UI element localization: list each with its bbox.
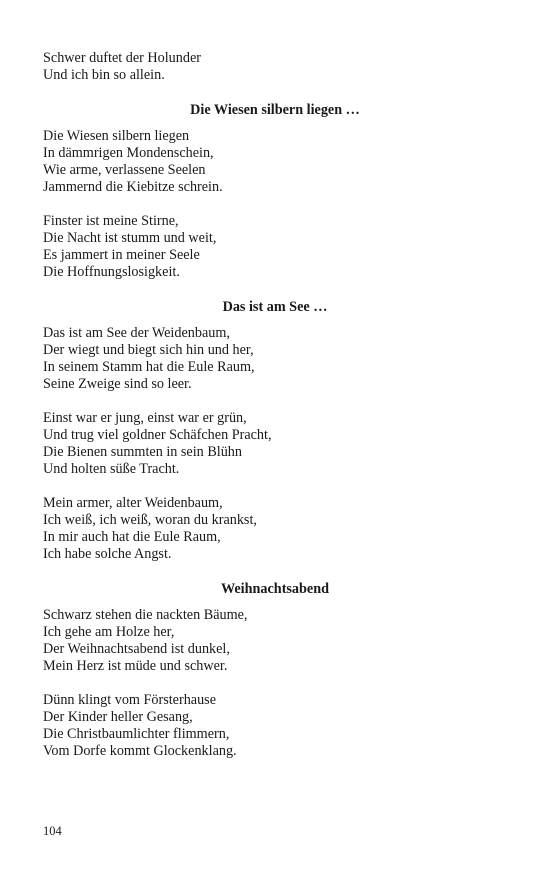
verse-line: Ich gehe am Holze her, [43,624,175,640]
verse-line: Schwarz stehen die nackten Bäume, [43,607,248,623]
verse-line: Die Christbaumlichter flimmern, [43,726,230,742]
verse-line: Mein armer, alter Weidenbaum, [43,495,223,511]
stanza-break [43,478,507,495]
verse-line: Ich weiß, ich weiß, woran du krankst, [43,512,257,528]
stanza [43,213,507,281]
verse-line: Mein Herz ist müde und schwer. [43,658,228,674]
stanza [43,607,507,675]
verse-line: Die Bienen summten in sein Blühn [43,444,242,460]
verse-line: Seine Zweige sind so leer. [43,376,192,392]
stanza [43,692,507,760]
verse-line: Der Weihnachtsabend ist dunkel, [43,641,230,657]
page-content [43,50,507,760]
verse-line: Es jammert in meiner Seele [43,247,200,263]
poem-title: Weihnachtsabend [220,581,329,597]
verse-line: In seinem Stamm hat die Eule Raum, [43,359,255,375]
stanza [43,50,507,84]
poem [43,299,507,563]
poem-continuation [43,50,507,84]
poem-title: Das ist am See … [222,299,328,315]
poem [43,102,507,281]
stanza [43,495,507,563]
verse-line: Das ist am See der Weidenbaum, [43,325,230,341]
verse-line: Die Wiesen silbern liegen [43,128,190,144]
poem [43,581,507,760]
stanza-break [43,196,507,213]
verse-line: Wie arme, verlassene Seelen [43,162,206,178]
stanza [43,410,507,478]
verse-line: Finster ist meine Stirne, [43,213,179,229]
verse-line: Einst war er jung, einst war er grün, [43,410,247,426]
verse-line: In mir auch hat die Eule Raum, [43,529,221,545]
verse-line: Schwer duftet der Holunder [43,50,201,66]
verse-line: Die Hoffnungslosigkeit. [43,264,180,280]
verse-line: Ich habe solche Angst. [43,546,172,562]
page-number: 104 [43,824,62,838]
verse-line: Der Kinder heller Gesang, [43,709,193,725]
verse-line: Und holten süße Tracht. [43,461,180,477]
stanza [43,128,507,196]
verse-line: In dämmrigen Mondenschein, [43,145,214,161]
verse-line: Und trug viel goldner Schäfchen Pracht, [43,427,272,443]
stanza-break [43,393,507,410]
verse-line: Die Nacht ist stumm und weit, [43,230,217,246]
verse-line: Vom Dorfe kommt Glockenklang. [43,743,237,759]
verse-line: Dünn klingt vom Försterhause [43,692,216,708]
verse-line: Und ich bin so allein. [43,67,165,83]
verse-line: Der wiegt und biegt sich hin und her, [43,342,254,358]
verse-line: Jammernd die Kiebitze schrein. [43,179,223,195]
stanza [43,325,507,393]
poem-title: Die Wiesen silbern liegen … [190,102,360,118]
stanza-break [43,675,507,692]
